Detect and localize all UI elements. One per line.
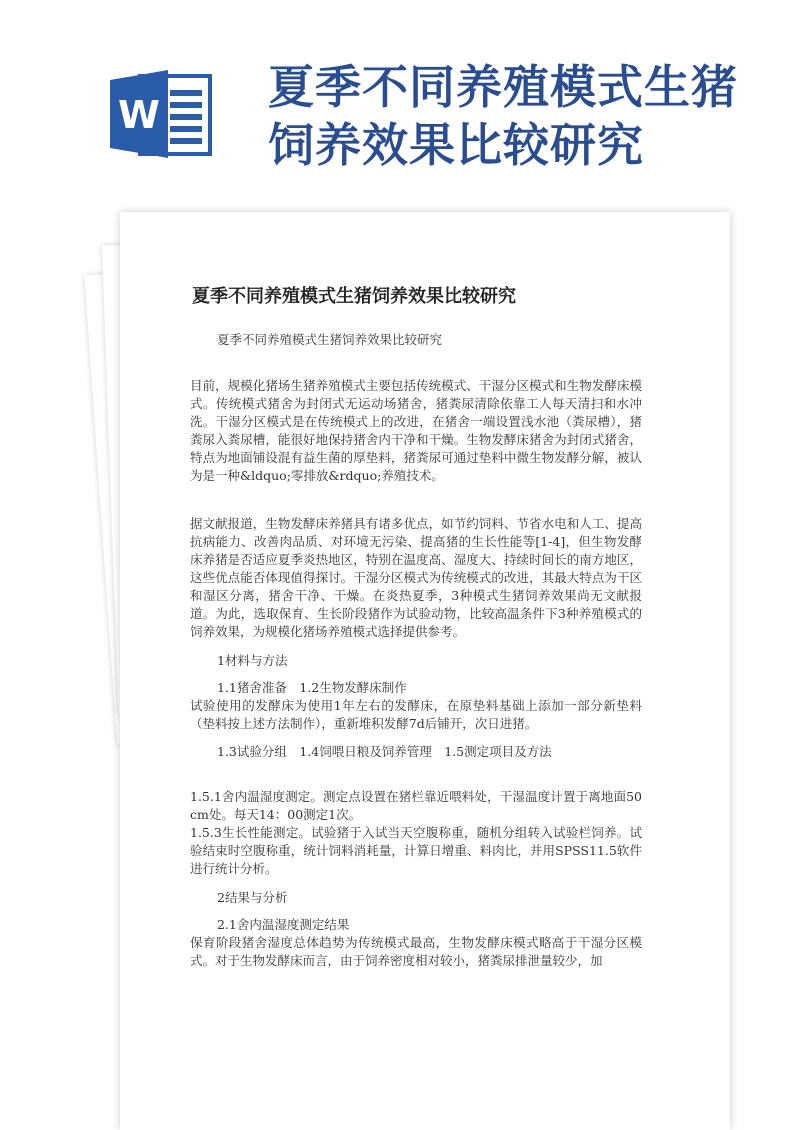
document-page xyxy=(120,212,730,1130)
section-heading-1-1: 1.1猪舍准备 1.2生物发酵床制作 xyxy=(217,680,407,695)
paragraph-literature: 据文献报道，生物发酵床养猪具有诸多优点，如节约饲料、节省水电和人工、提高抗病能力、改善肉品质、对环境无污染、提高猪的生长性能等[1-4]，但生物发酵床养猪是否适应夏季炎热地区，特别在温度高、湿度大、持续时间长的南方地区，这些优点能否体现值得探讨。干湿分区模式为传统模式的改进，其最大特点为干区和湿区分离，猪舍干净、干燥。在炎热夏季，3种模式生猪饲养效果尚无文献报道。为此，选取保育、生长阶段猪作为试验动物，比较高温条件下3种养殖模式的饲养效果，为规模化猪场养殖模式选择提供参考。 xyxy=(190,516,642,639)
paragraph-growth-performance: 1.5.3生长性能测定。试验猪于入试当天空腹称重，随机分组转入试验栏饲养。试验结束时空腹称重，统计饲料消耗量，计算日增重、料肉比，并用SPSS11.5软件进行统计分析。 xyxy=(190,825,642,876)
paragraph-fermentation-bed: 试验使用的发酵床为使用1年左右的发酵床，在原垫料基础上添加一部分新垫料（垫料按上述方法制作），重新堆积发酵7d后铺开，次日进猪。 xyxy=(190,698,642,731)
section-heading-1: 1材料与方法 xyxy=(217,653,288,668)
section-heading-2-1: 2.1舍内温湿度测定结果 xyxy=(217,917,350,932)
document-subtitle: 夏季不同养殖模式生猪饲养效果比较研究 xyxy=(217,332,443,347)
word-document-icon xyxy=(110,68,218,160)
word-icon-letter: W xyxy=(118,93,160,137)
paragraph-intro: 目前，规模化猪场生猪养殖模式主要包括传统模式、干湿分区模式和生物发酵床模式。传统模式猪舍为封闭式无运动场猪舍，猪粪尿清除依靠工人每天清扫和水冲洗。干湿分区模式是在传统模式上的改进，在猪舍一端设置浅水池（粪尿槽），猪粪尿入粪尿槽，能很好地保持猪舍内干净和干燥。生物发酵床猪舍为封闭式猪舍，特点为地面铺设混有益生菌的厚垫料，猪粪尿可通过垫料中微生物发酵分解，被认为是一种&ldquo;零排放&rdquo;养殖技术。 xyxy=(190,378,642,483)
banner-title: 夏季不同养殖模式生猪饲养效果比较研究 xyxy=(268,60,738,172)
paragraph-results: 保育阶段猪舍湿度总体趋势为传统模式最高，生物发酵床模式略高于干湿分区模式。对于生物发酵床而言，由于饲养密度相对较小，猪粪尿排泄量较少，加 xyxy=(190,935,642,968)
document-title: 夏季不同养殖模式生猪饲养效果比较研究 xyxy=(192,286,516,307)
section-heading-1-3: 1.3试验分组 1.4饲喂日粮及饲养管理 1.5测定项目及方法 xyxy=(217,744,552,759)
paragraph-temperature-measure: 1.5.1舍内温湿度测定。测定点设置在猪栏靠近喂料处，干湿温度计置于离地面50 cm处。每天14：00测定1次。 xyxy=(190,789,642,822)
section-heading-2: 2结果与分析 xyxy=(217,890,288,905)
